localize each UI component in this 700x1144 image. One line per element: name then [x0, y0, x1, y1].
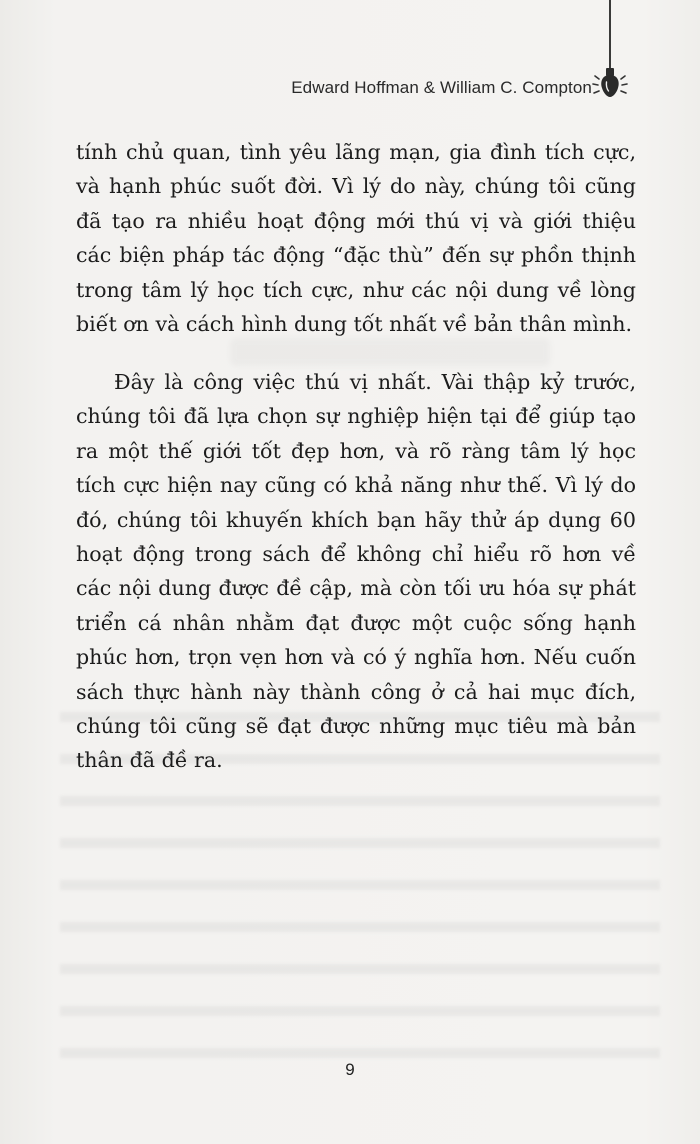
text-line: và hạnh phúc suốt đời. Vì lý do này, chúng tôi cũng: [76, 174, 636, 199]
text-line: chúng tôi cũng sẽ đạt được những mục tiêu mà bản: [76, 714, 636, 739]
text-line: Đây là công việc thú vị nhất. Vài thập kỷ trước,: [114, 370, 636, 394]
text-line: triển cá nhân nhằm đạt được một cuộc sống hạnh: [76, 610, 636, 635]
paragraph-1: [76, 135, 636, 341]
text-line: trong tâm lý học tích cực, như các nội dung về lòng: [76, 277, 636, 302]
text-line: ra một thế giới tốt đẹp hơn, và rõ ràng tâm lý học: [76, 438, 636, 463]
light-bulb-icon: [590, 64, 630, 110]
text-line: thân đã đề ra.: [76, 748, 223, 773]
page-number: 9: [345, 1060, 355, 1079]
text-line: sách thực hành này thành công ở cả hai mục đích,: [76, 679, 636, 704]
bulb-cord: [609, 0, 611, 68]
text-line: phúc hơn, trọn vẹn hơn và có ý nghĩa hơn. Nếu cuốn: [76, 645, 636, 670]
text-line: hoạt động trong sách để không chỉ hiểu rõ hơn về: [76, 542, 636, 567]
text-line: tính chủ quan, tình yêu lãng mạn, gia đình tích cực,: [76, 140, 636, 164]
running-header-authors: Edward Hoffman & William C. Compton: [291, 78, 592, 97]
text-line: các biện pháp tác động “đặc thù” đến sự phồn thịnh: [76, 243, 636, 268]
text-line: đó, chúng tôi khuyến khích bạn hãy thử áp dụng 60: [76, 507, 636, 532]
text-line: các nội dung được đề cập, mà còn tối ưu hóa sự phát: [76, 576, 636, 601]
text-line: tích cực hiện nay cũng có khả năng như thế. Vì lý do: [76, 473, 636, 498]
text-line: đã tạo ra nhiều hoạt động mới thú vị và giới thiệu: [76, 208, 636, 233]
paragraph-2: [76, 365, 636, 778]
text-line: biết ơn và cách hình dung tốt nhất về bản thân mình.: [76, 312, 633, 337]
text-line: chúng tôi đã lựa chọn sự nghiệp hiện tại để giúp tạo: [76, 404, 636, 429]
bleed-through-shadow: [230, 338, 550, 366]
